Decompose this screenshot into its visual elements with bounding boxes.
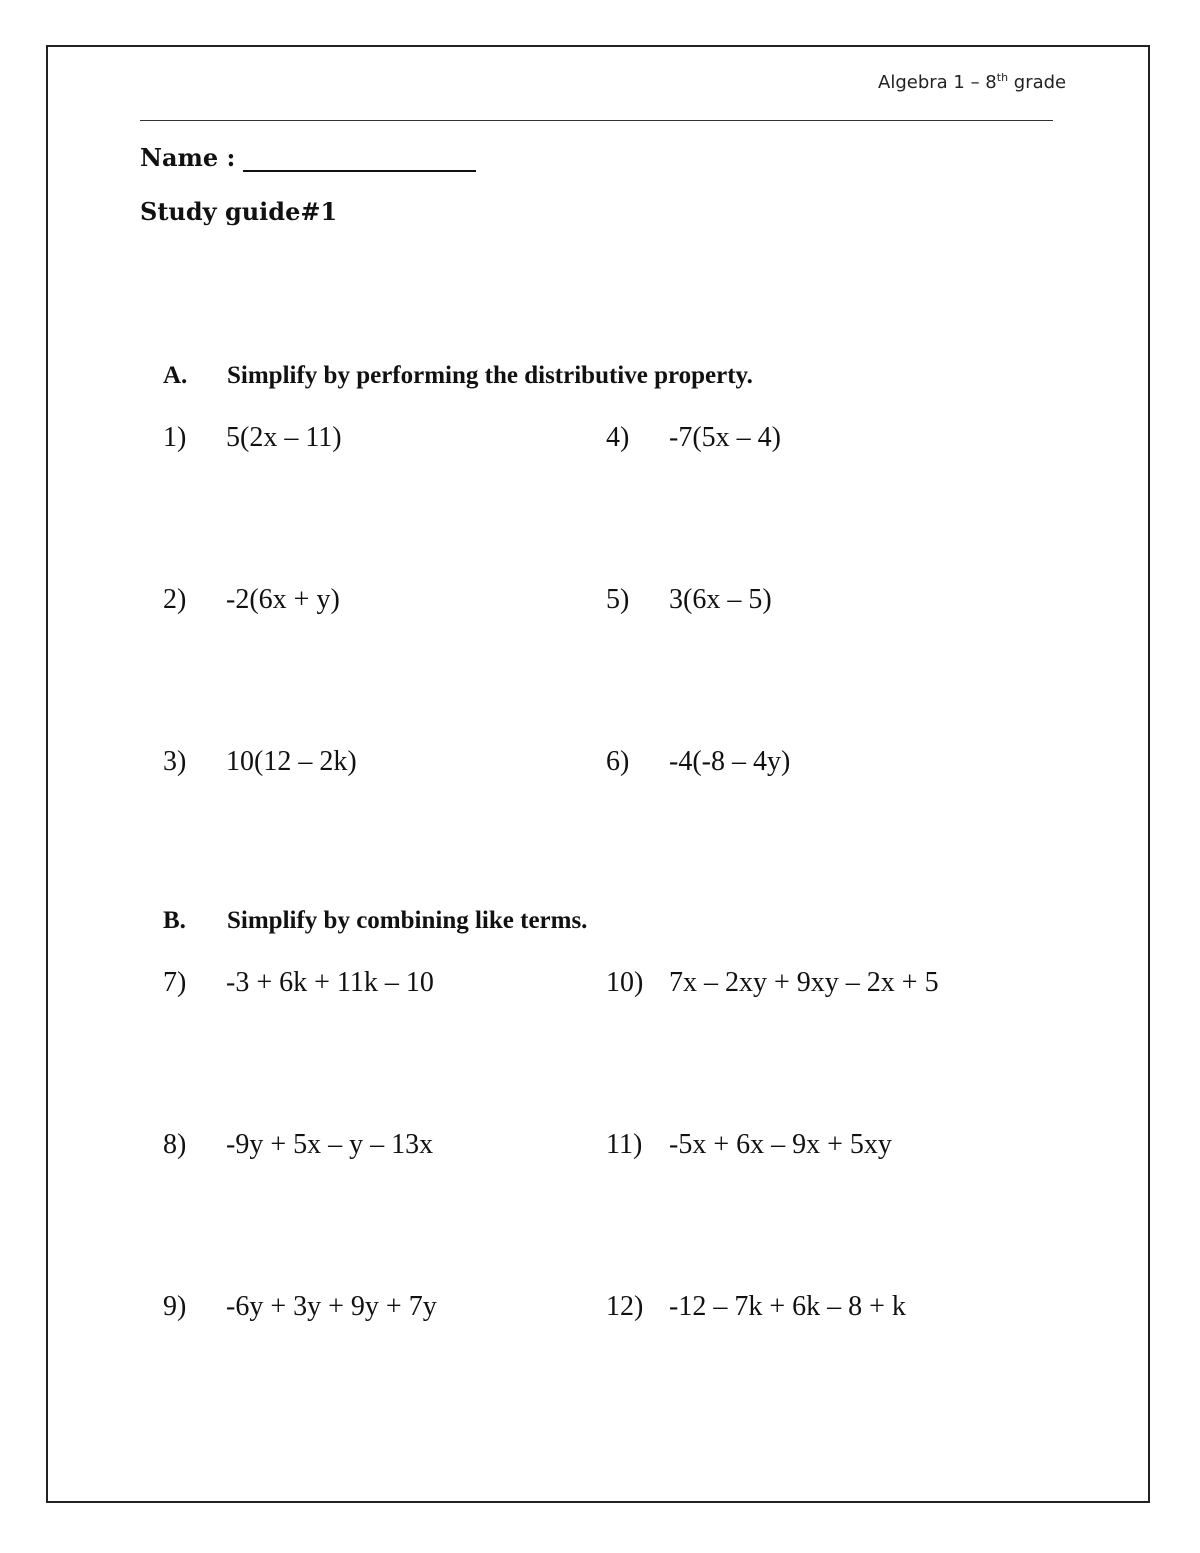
- problem-item: [606, 1291, 906, 1323]
- problem-item: [163, 1291, 437, 1323]
- section-letter: B.: [163, 907, 186, 934]
- problem-item: [163, 422, 342, 454]
- problem-number: 11): [606, 1129, 643, 1160]
- problem-expression: -7(5x – 4): [669, 422, 781, 453]
- problem-number: 3): [163, 746, 187, 777]
- name-field: [140, 140, 476, 172]
- problem-number: 9): [163, 1291, 187, 1322]
- problem-expression: 10(12 – 2k): [226, 746, 357, 777]
- problem-number: 4): [606, 422, 630, 453]
- header-divider: [140, 120, 1053, 121]
- problem-number: 1): [163, 422, 187, 453]
- problem-expression: 7x – 2xy + 9xy – 2x + 5: [669, 967, 939, 998]
- problem-item: [163, 746, 357, 778]
- problem-item: [163, 1129, 433, 1161]
- problem-item: [606, 967, 939, 999]
- section-a-heading: [163, 362, 753, 390]
- problem-number: 2): [163, 584, 187, 615]
- section-b-heading: [163, 907, 587, 935]
- course-header: [878, 72, 1066, 93]
- section-instruction: Simplify by performing the distributive property.: [227, 362, 753, 389]
- problem-number: 8): [163, 1129, 187, 1160]
- name-blank-line[interactable]: [243, 140, 476, 172]
- section-letter: A.: [163, 362, 188, 389]
- grade-superscript: th: [996, 71, 1009, 84]
- problem-expression: -12 – 7k + 6k – 8 + k: [669, 1291, 906, 1322]
- problem-expression: 3(6x – 5): [669, 584, 772, 615]
- problem-number: 6): [606, 746, 630, 777]
- problem-item: [163, 967, 434, 999]
- problem-expression: -5x + 6x – 9x + 5xy: [669, 1129, 892, 1160]
- problem-number: 7): [163, 967, 187, 998]
- problem-expression: -3 + 6k + 11k – 10: [226, 967, 434, 998]
- section-instruction: Simplify by combining like terms.: [227, 907, 588, 934]
- problem-number: 5): [606, 584, 630, 615]
- problem-expression: -9y + 5x – y – 13x: [226, 1129, 434, 1160]
- problem-item: [606, 584, 772, 616]
- grade-suffix: grade: [1008, 72, 1067, 93]
- problem-expression: -4(-8 – 4y): [669, 746, 791, 777]
- problem-expression: -2(6x + y): [226, 584, 340, 615]
- problem-expression: 5(2x – 11): [226, 422, 342, 453]
- problem-number: 12): [606, 1291, 644, 1322]
- problem-item: [163, 584, 340, 616]
- problem-item: [606, 422, 781, 454]
- study-guide-title: Study guide#1: [140, 197, 338, 226]
- problem-expression: -6y + 3y + 9y + 7y: [226, 1291, 437, 1322]
- problem-number: 10): [606, 967, 644, 998]
- problem-item: [606, 746, 790, 778]
- problem-item: [606, 1129, 892, 1161]
- course-name: Algebra 1 – 8: [878, 72, 997, 93]
- name-label: Name :: [140, 143, 236, 172]
